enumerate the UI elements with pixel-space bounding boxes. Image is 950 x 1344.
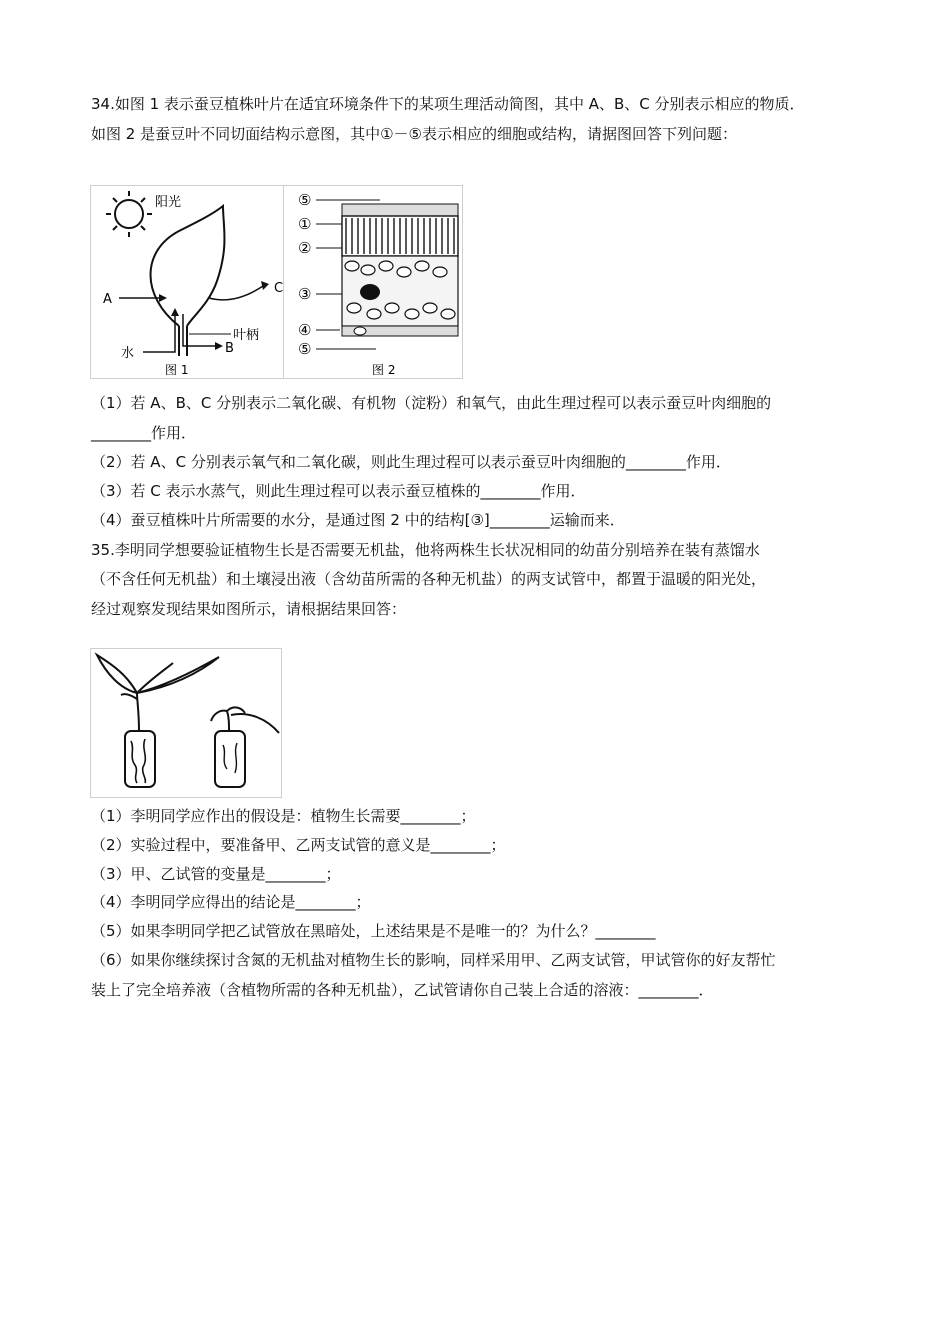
q35-sub6-line2: 装上了完全培养液（含植物所需的各种无机盐），乙试管请你自己装上合适的溶液：________． <box>91 981 714 999</box>
q35-sub3: （3）甲、乙试管的变量是________； <box>91 865 341 883</box>
leaf-outline <box>151 206 225 326</box>
q34-sub3: （3）若 C 表示水蒸气，则此生理过程可以表示蚕豆植株的________作用． <box>91 482 586 500</box>
q35-sub6-line1: （6）如果你继续探讨含氮的无机盐对植物生长的影响，同样采用甲、乙两支试管，甲试管你的好友帮忙 <box>91 951 776 969</box>
q35-stem-line1: 35.李明同学想要验证植物生长是否需要无机盐，他将两株生长状况相同的幼苗分别培养在装有蒸馏水 <box>91 541 760 559</box>
leaf-diagram-svg <box>91 186 284 378</box>
q34-sub4: （4）蚕豆植株叶片所需要的水分，是通过图 2 中的结构[③]________运输而来． <box>91 511 625 529</box>
section-label-2: ② <box>298 239 312 257</box>
q35-stem-line3: 经过观察发现结果如图所示，请根据结果回答： <box>91 600 407 618</box>
left-seedling <box>97 655 219 731</box>
figure-2-leaf-section <box>283 185 463 379</box>
water-label: 水 <box>121 346 135 361</box>
label-c: C <box>274 281 284 296</box>
spongy-layer <box>342 256 458 326</box>
left-test-tube <box>125 731 155 787</box>
label-b: B <box>225 341 234 356</box>
q34-sub1-line1: （1）若 A、B、C 分别表示二氧化碳、有机物（淀粉）和氧气，由此生理过程可以表示蚕豆叶肉细胞的 <box>91 394 772 412</box>
leaf-section-svg <box>284 186 462 378</box>
q35-sub4: （4）李明同学应得出的结论是________； <box>91 893 371 911</box>
q35-sub1: （1）李明同学应作出的假设是：植物生长需要________； <box>91 807 476 825</box>
right-test-tube <box>215 731 245 787</box>
test-tubes-svg <box>91 649 281 797</box>
stoma <box>354 327 366 335</box>
section-label-4: ④ <box>298 321 312 339</box>
q34-sub1-line2: ________作用． <box>91 424 197 442</box>
q35-stem-line2: （不含任何无机盐）和土壤浸出液（含幼苗所需的各种无机盐）的两支试管中，都置于温暖的阳光处， <box>91 570 767 588</box>
arrow-c <box>209 286 263 300</box>
palisade-layer <box>342 216 458 256</box>
figure-1-caption: 图 1 <box>165 363 189 377</box>
vein-bundle <box>360 284 380 300</box>
q34-stem-line2: 如图 2 是蚕豆叶不同切面结构示意图，其中①－⑤表示相应的细胞或结构，请据图回答下列问题： <box>91 125 737 143</box>
sun-icon <box>106 191 152 237</box>
figure-2-caption: 图 2 <box>372 363 396 377</box>
figure-1-leaf-diagram <box>90 185 285 379</box>
arrow-b-head <box>215 342 223 350</box>
sun-label: 阳光 <box>155 195 182 210</box>
upper-epidermis <box>342 204 458 216</box>
figure-test-tubes <box>90 648 282 798</box>
q35-sub2: （2）实验过程中，要准备甲、乙两支试管的意义是________； <box>91 836 506 854</box>
arrow-water <box>143 316 175 352</box>
arrow-water-head <box>171 308 179 316</box>
q35-sub5: （5）如果李明同学把乙试管放在黑暗处，上述结果是不是唯一的？为什么？________ <box>91 922 656 940</box>
section-label-5-bottom: ⑤ <box>298 340 312 358</box>
q34-sub2: （2）若 A、C 分别表示氧气和二氧化碳，则此生理过程可以表示蚕豆叶肉细胞的________作用． <box>91 453 731 471</box>
q34-stem-line1: 34.如图 1 表示蚕豆植株叶片在适宜环境条件下的某项生理活动简图，其中 A、B、C 分别表示相应的物质． <box>91 95 805 113</box>
arrow-a-head <box>159 294 167 302</box>
right-seedling <box>211 707 279 733</box>
section-label-3: ③ <box>298 285 312 303</box>
arrow-c-head <box>261 281 269 290</box>
label-a: A <box>103 292 112 307</box>
section-label-5-top: ⑤ <box>298 191 312 209</box>
petiole-label: 叶柄 <box>233 328 260 343</box>
section-label-1: ① <box>298 215 312 233</box>
